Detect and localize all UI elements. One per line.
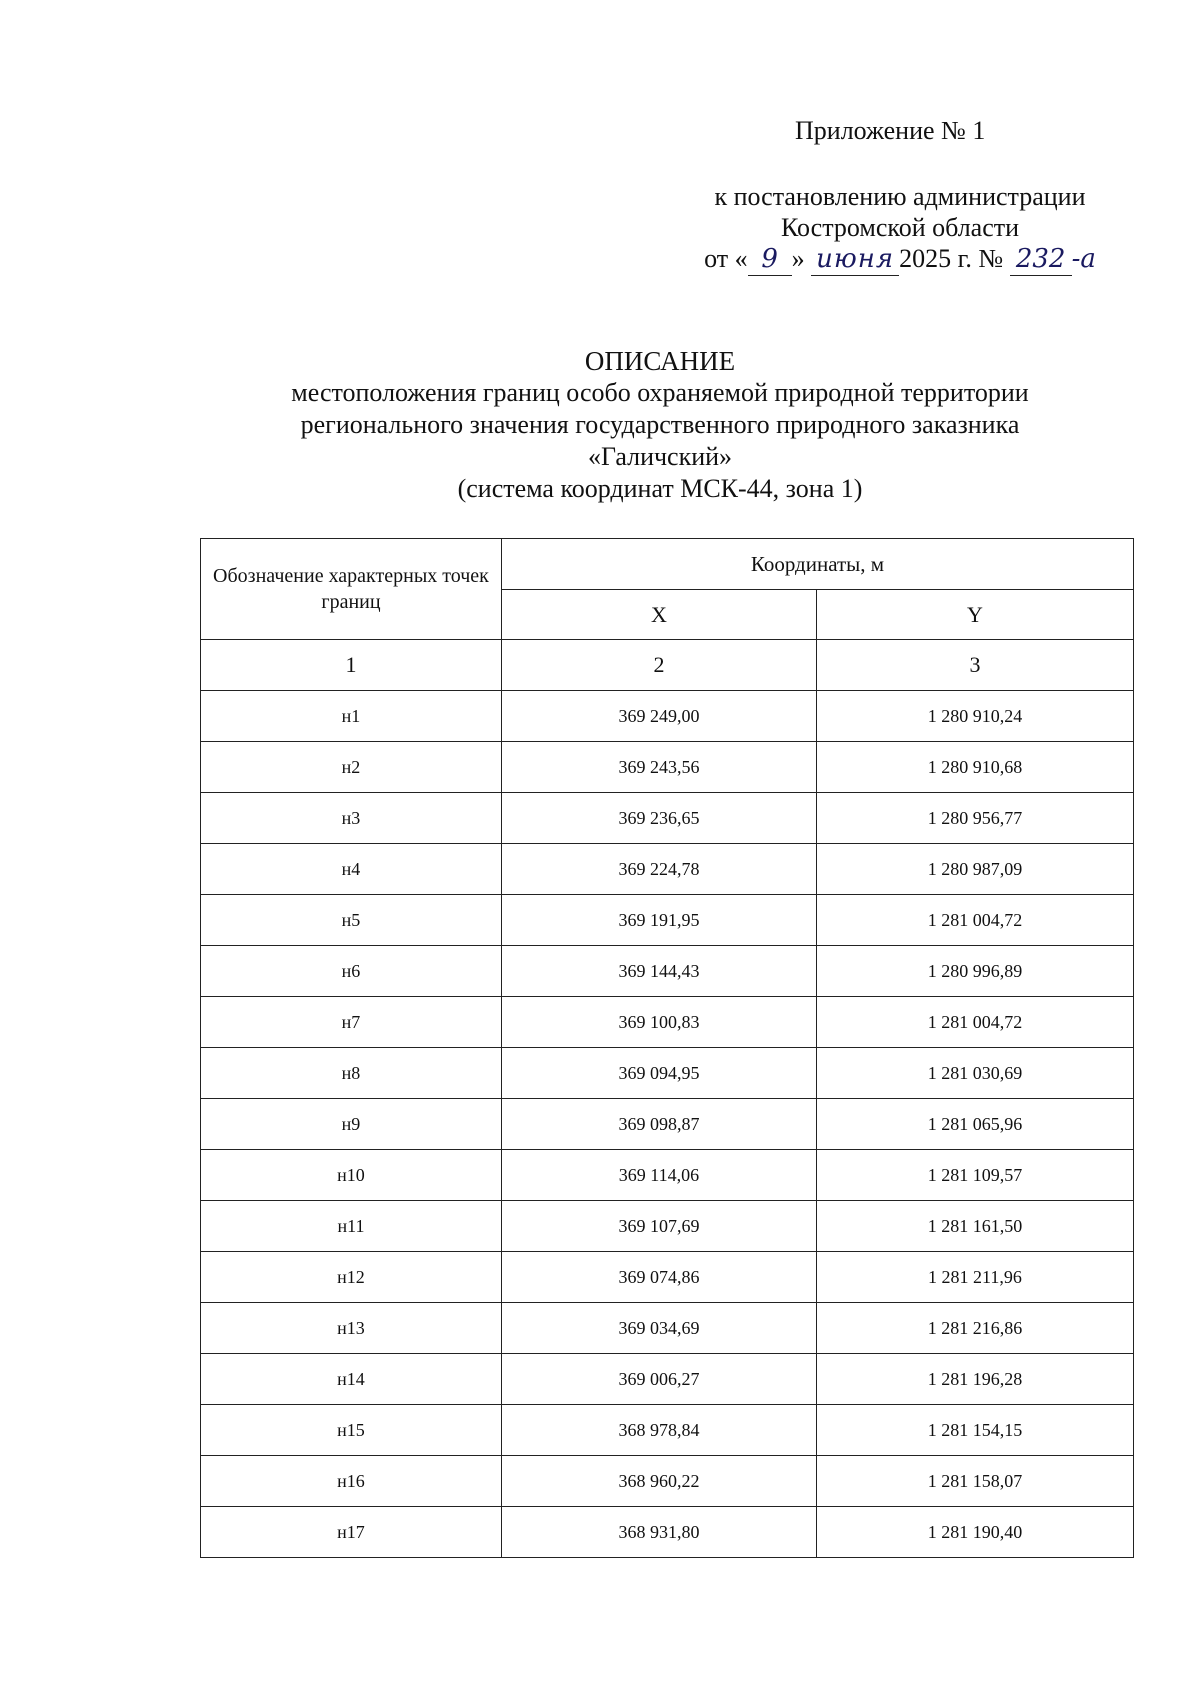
- x-coordinate-cell: 369 034,69: [501, 1303, 816, 1354]
- date-mid: »: [791, 244, 805, 273]
- y-column-header: Y: [816, 590, 1133, 640]
- table-row: [201, 691, 1134, 742]
- handwritten-doc-suffix: -а: [1071, 244, 1096, 274]
- handwritten-month: июня: [811, 244, 899, 276]
- table-row: [201, 793, 1134, 844]
- point-cell: н13: [201, 1303, 502, 1354]
- x-coordinate-cell: 368 978,84: [501, 1405, 816, 1456]
- table-row: [201, 1201, 1134, 1252]
- table-row: [201, 895, 1134, 946]
- table-row: [201, 742, 1134, 793]
- point-cell: н9: [201, 1099, 502, 1150]
- x-coordinate-cell: 369 100,83: [501, 997, 816, 1048]
- point-cell: н2: [201, 742, 502, 793]
- y-coordinate-cell: 1 281 158,07: [816, 1456, 1133, 1507]
- decree-line-2: Костромской области: [780, 213, 1020, 242]
- point-cell: н3: [201, 793, 502, 844]
- x-coordinate-cell: 369 144,43: [501, 946, 816, 997]
- title-line-1: местоположения границ особо охраняемой природной территории: [291, 378, 1029, 407]
- x-coordinate-cell: 369 107,69: [501, 1201, 816, 1252]
- decree-date-line: [680, 243, 1120, 276]
- x-coordinate-cell: 369 191,95: [501, 895, 816, 946]
- y-coordinate-cell: 1 281 004,72: [816, 895, 1133, 946]
- column-numbering-row: [201, 640, 1134, 691]
- handwritten-doc-number: 232: [1010, 244, 1072, 276]
- point-cell: н17: [201, 1507, 502, 1558]
- y-coordinate-cell: 1 280 910,24: [816, 691, 1133, 742]
- y-coordinate-cell: 1 280 987,09: [816, 844, 1133, 895]
- table-row: [201, 1048, 1134, 1099]
- x-coordinate-cell: 369 249,00: [501, 691, 816, 742]
- table-row: [201, 1507, 1134, 1558]
- title-line-4: (система координат МСК-44, зона 1): [457, 474, 863, 503]
- point-cell: н4: [201, 844, 502, 895]
- annex-label: Приложение № 1: [795, 116, 986, 145]
- decree-reference: [680, 181, 1120, 276]
- point-cell: н6: [201, 946, 502, 997]
- point-cell: н12: [201, 1252, 502, 1303]
- table-row: [201, 1354, 1134, 1405]
- point-cell: н11: [201, 1201, 502, 1252]
- y-coordinate-cell: 1 281 030,69: [816, 1048, 1133, 1099]
- point-cell: н8: [201, 1048, 502, 1099]
- table-row: [201, 1099, 1134, 1150]
- point-cell: н7: [201, 997, 502, 1048]
- x-coordinate-cell: 369 094,95: [501, 1048, 816, 1099]
- y-coordinate-cell: 1 280 996,89: [816, 946, 1133, 997]
- date-prefix: от «: [704, 244, 748, 273]
- column-number: 1: [201, 640, 502, 691]
- y-coordinate-cell: 1 281 161,50: [816, 1201, 1133, 1252]
- x-coordinate-cell: 368 960,22: [501, 1456, 816, 1507]
- table-row: [201, 1456, 1134, 1507]
- x-coordinate-cell: 369 224,78: [501, 844, 816, 895]
- document-title: ОПИСАНИЕ: [584, 346, 736, 376]
- date-year: 2025 г. №: [899, 244, 1004, 273]
- point-cell: н10: [201, 1150, 502, 1201]
- title-line-2: регионального значения государственного природного заказника: [300, 410, 1020, 439]
- column-number: 2: [501, 640, 816, 691]
- point-cell: н15: [201, 1405, 502, 1456]
- x-coordinate-cell: 368 931,80: [501, 1507, 816, 1558]
- table-row: [201, 946, 1134, 997]
- y-coordinate-cell: 1 280 910,68: [816, 742, 1133, 793]
- y-coordinate-cell: 1 281 004,72: [816, 997, 1133, 1048]
- y-coordinate-cell: 1 281 190,40: [816, 1507, 1133, 1558]
- table-row: [201, 1303, 1134, 1354]
- table-row: [201, 1405, 1134, 1456]
- table-row: [201, 844, 1134, 895]
- document-title-block: [220, 345, 1100, 505]
- x-coordinate-cell: 369 074,86: [501, 1252, 816, 1303]
- y-coordinate-cell: 1 281 065,96: [816, 1099, 1133, 1150]
- table-row: [201, 997, 1134, 1048]
- y-coordinate-cell: 1 281 211,96: [816, 1252, 1133, 1303]
- y-coordinate-cell: 1 281 109,57: [816, 1150, 1133, 1201]
- point-cell: н5: [201, 895, 502, 946]
- y-coordinate-cell: 1 281 216,86: [816, 1303, 1133, 1354]
- column-number: 3: [816, 640, 1133, 691]
- x-coordinate-cell: 369 098,87: [501, 1099, 816, 1150]
- point-designation-header: Обозначение характерных точек границ: [201, 539, 502, 640]
- title-line-3: «Галичский»: [587, 442, 733, 471]
- y-coordinate-cell: 1 281 196,28: [816, 1354, 1133, 1405]
- coordinates-header: Координаты, м: [501, 539, 1133, 590]
- point-cell: н16: [201, 1456, 502, 1507]
- point-cell: н1: [201, 691, 502, 742]
- handwritten-day: 9: [748, 244, 792, 276]
- x-coordinate-cell: 369 243,56: [501, 742, 816, 793]
- y-coordinate-cell: 1 280 956,77: [816, 793, 1133, 844]
- x-coordinate-cell: 369 114,06: [501, 1150, 816, 1201]
- coordinates-table: [200, 538, 1134, 1558]
- x-coordinate-cell: 369 006,27: [501, 1354, 816, 1405]
- x-coordinate-cell: 369 236,65: [501, 793, 816, 844]
- decree-line-1: к постановлению администрации: [714, 182, 1086, 211]
- table-row: [201, 1150, 1134, 1201]
- table-row: [201, 1252, 1134, 1303]
- y-coordinate-cell: 1 281 154,15: [816, 1405, 1133, 1456]
- x-column-header: X: [501, 590, 816, 640]
- point-cell: н14: [201, 1354, 502, 1405]
